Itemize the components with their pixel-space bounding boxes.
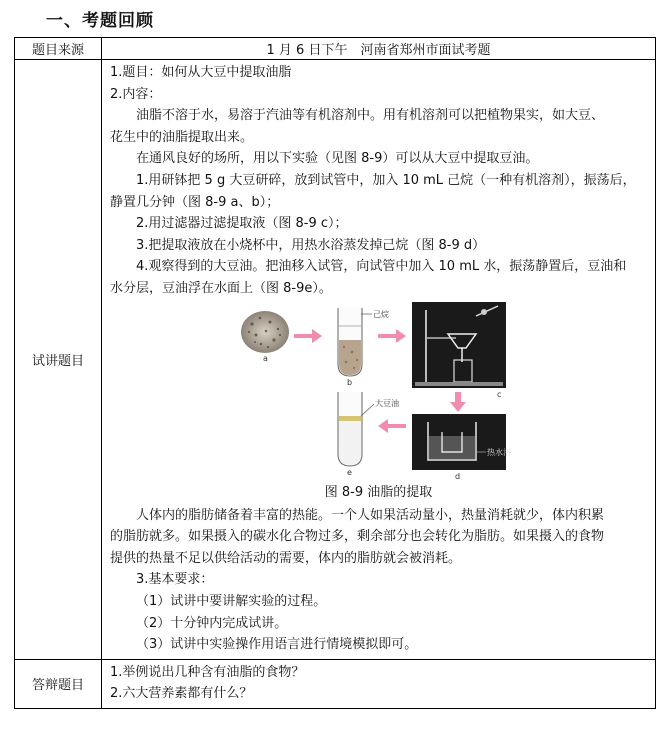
text-line: 在通风良好的场所，用以下实验（见图 8-9）可以从大豆中提取豆油。	[136, 151, 539, 167]
source-row	[15, 38, 656, 60]
arrow-c-to-d	[450, 392, 466, 412]
label-c: c	[497, 389, 502, 399]
exam-table	[14, 37, 656, 709]
arrow-b-to-c	[378, 329, 406, 343]
text-line: 的脂肪就多。如果摄入的碳水化合物过多，剩余部分也会转化为脂肪。如果摄入的食物	[110, 529, 605, 545]
text-line: （1）试讲中要讲解实验的过程。	[136, 593, 327, 609]
defense-label: 答辩题目	[15, 659, 102, 708]
figure-8-9	[110, 302, 647, 482]
text-line: 油脂不溶于水，易溶于汽油等有机溶剂中。用有机溶剂可以把植物果实，如大豆、	[136, 108, 605, 124]
text-line: 静置几分钟（图 8-9 a、b）；	[110, 194, 280, 210]
filtration-photo	[412, 302, 506, 388]
test-tube-e	[338, 392, 374, 466]
text-line: 3.把提取液放在小烧杯中，用热水浴蒸发掉己烷（图 8-9 d）	[136, 237, 486, 253]
arrow-a-to-b	[294, 329, 322, 343]
figure-illustration	[110, 302, 658, 482]
text-line: （2）十分钟内完成试讲。	[136, 615, 288, 631]
label-d: d	[455, 471, 461, 481]
defense-question: 2.六大营养素都有什么？	[110, 686, 253, 702]
text-line: 2.内容：	[110, 86, 162, 102]
text-line: 4.观察得到的大豆油。把油移入试管，向试管中加入 10 mL 水，振荡静置后，豆油和	[136, 259, 627, 275]
annotation-hexane: 己烷	[373, 309, 389, 319]
test-tube-b	[338, 308, 372, 376]
source-value: 1 月 6 日下午 河南省郑州市面试考题	[102, 38, 656, 60]
lecture-text-before	[110, 62, 647, 300]
lecture-text-after	[110, 505, 647, 656]
text-line: 水分层，豆油浮在水面上（图 8-9e）。	[110, 280, 332, 296]
label-e: e	[347, 467, 352, 477]
label-a: a	[263, 353, 268, 363]
annotation-hot-water-bath: 热水浴	[487, 447, 511, 457]
arrow-d-to-e	[378, 419, 406, 433]
crushed-soybean-image	[241, 311, 289, 353]
label-b: b	[347, 377, 353, 387]
lecture-label: 试讲题目	[15, 60, 102, 660]
text-line: 2.用过滤器过滤提取液（图 8-9 c）；	[136, 216, 348, 232]
lecture-row	[15, 60, 656, 660]
hot-water-bath-photo	[412, 414, 506, 470]
annotation-soy-oil: 大豆油	[375, 398, 399, 408]
text-line: 1.题目：如何从大豆中提取油脂	[110, 65, 292, 80]
defense-row	[15, 659, 656, 708]
text-line: 3.基本要求：	[136, 572, 214, 588]
lecture-content	[102, 60, 656, 660]
text-line: （3）试讲中实验操作用语言进行情境模拟即可。	[136, 637, 418, 653]
defense-content	[102, 659, 656, 708]
figure-caption: 图 8-9 油脂的提取	[324, 484, 433, 500]
text-line: 人体内的脂肪储备着丰富的热能。一个人如果活动量小，热量消耗就少，体内积累	[136, 507, 605, 523]
text-line: 花生中的油脂提取出来。	[110, 129, 254, 145]
defense-questions	[110, 662, 647, 705]
text-line: 提供的热量不足以供给活动的需要，体内的脂肪就会被消耗。	[110, 550, 462, 566]
text-line: 1.用研钵把 5 g 大豆研碎，放到试管中，加入 10 mL 己烷（一种有机溶剂），振荡后，	[136, 172, 636, 188]
defense-question: 1.举例说出几种含有油脂的食物？	[110, 664, 305, 680]
source-label: 题目来源	[15, 38, 102, 60]
section-heading: 一、考题回顾	[46, 11, 154, 31]
